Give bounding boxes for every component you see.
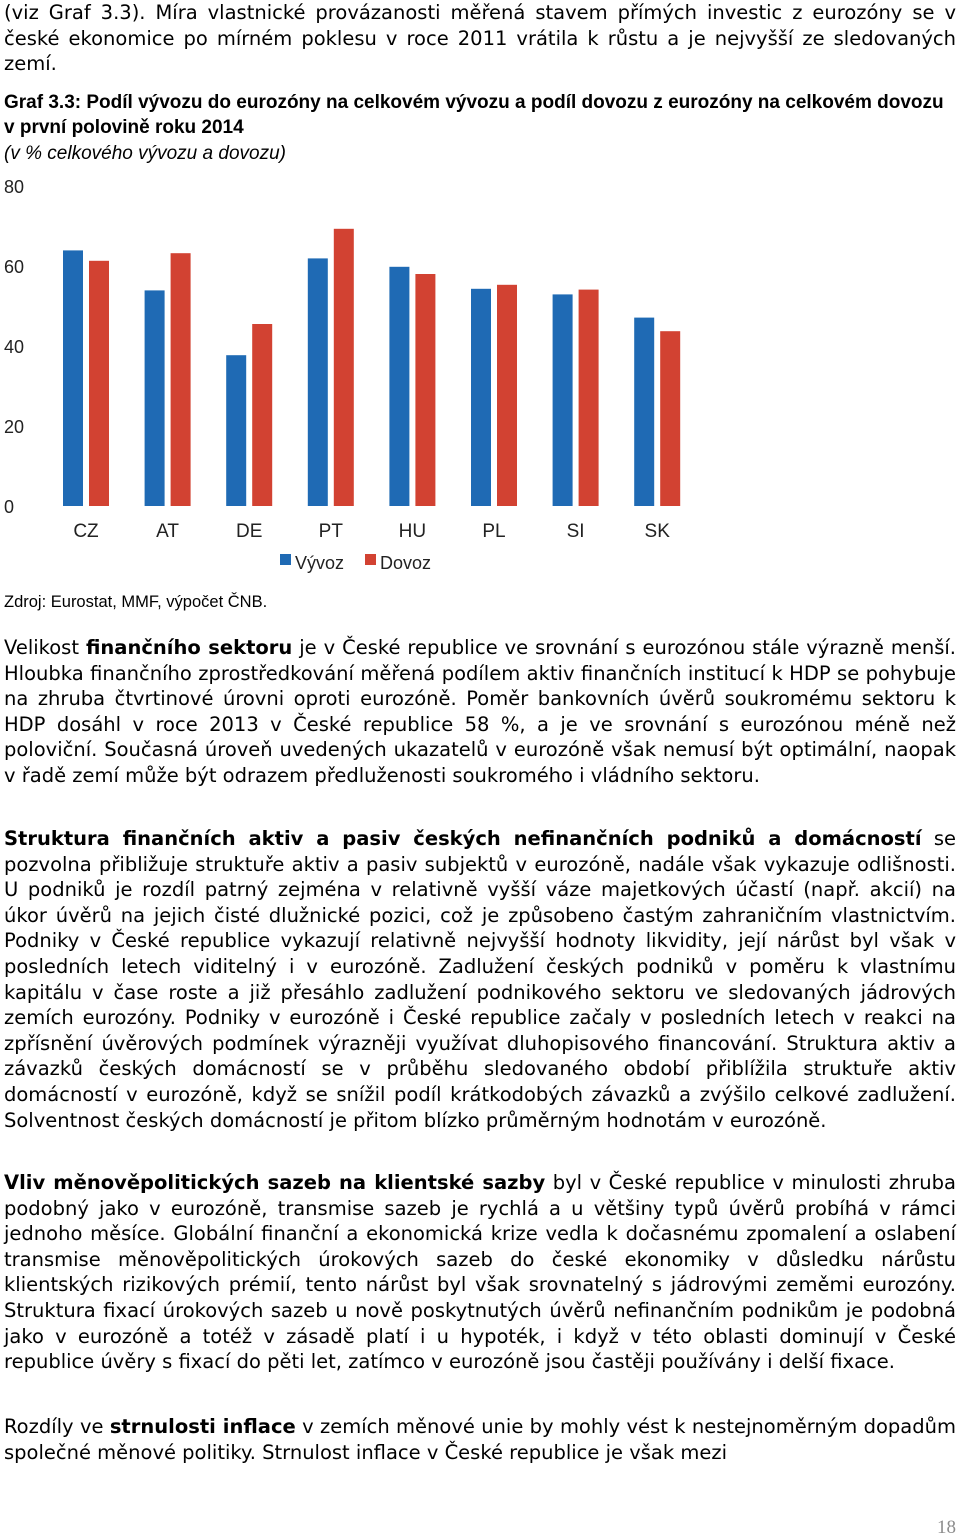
bar-chart (0, 168, 720, 588)
bar-series (63, 229, 680, 506)
figure-source: Zdroj: Eurostat, MMF, výpočet ČNB. (4, 593, 268, 611)
paragraph-financial-sector: Velikost finančního sektoru je v České republice ve srovnání s eurozónou stále výrazně menší. Hloubka finančního zprostředkování měřená podílem aktiv finančních institucí k HDP se pohybuje na zhruba čtvrtinové úrovni oproti eurozóně. Poměr bankovních úvěrů soukromému sektoru k HDP dosáhl v roce 2013 v České republice 58 %, a je ve srovnání s eurozónou méně než poloviční. Současná úroveň uvedených ukazatelů v eurozóně však nemusí být optimální, naopak v řadě zemí může být odrazem předluženosti soukromého i vládního sektoru. (4, 636, 956, 787)
legend-label: Dovoz (380, 553, 432, 573)
bar-vývoz-at (145, 290, 165, 506)
bar-vývoz-pl (471, 289, 491, 506)
x-tick-label: HU (398, 521, 427, 542)
term-inflation-persistence: strnulosti inflace (109, 1415, 296, 1438)
x-tick-label: SK (644, 521, 670, 542)
bar-vývoz-hu (389, 267, 409, 506)
paragraph-asset-structure: Struktura finančních aktiv a pasiv českých nefinančních podniků a domácností se pozvolna přibližuje struktuře aktiv a pasiv subjektů v eurozóně, nadále však vykazuje odlišnosti. U podniků je rozdíl patrný zejména v relativně vyšší váze majetkových účastí (např. akcií) na úkor úvěrů na jejich čisté dlužnické pozici, což je způsobeno častým zahraničním vlastnictvím. Podniky v České republice vykazují relativně nejvyšší hodnoty likvidity, její nárůst byl však v posledních letech viditelný i v eurozóně. Zadlužení českých podniků v poměru k vlastnímu kapitálu v čase roste a již přesáhlo zadlužení podnikového sektoru ve sledovaných jádrových zemích eurozóny. Podniky v eurozóně i České republice začaly v posledních letech v reakci na zpřísnění úvěrových podmínek výrazněji využívat dluhopisového financování. Struktura aktiv a závazků českých domácností se v průběhu sledovaného období přiblížila struktuře aktiv domácností v eurozóně, když se snížil podíl krátkodobých závazků a zvýšilo celkové zadlužení. Solventnost českých domácností je přitom blízko průměrným hodnotám v eurozóně. (4, 827, 956, 1132)
bar-dovoz-pl (497, 285, 517, 506)
x-tick-label: SI (566, 521, 585, 542)
x-tick-label: PT (318, 521, 343, 542)
bar-dovoz-sk (660, 331, 680, 506)
bar-dovoz-pt (334, 229, 354, 506)
page-number: 18 (937, 1517, 956, 1538)
bar-dovoz-si (579, 290, 599, 506)
x-tick-label: CZ (73, 521, 99, 542)
legend-label: Vývoz (295, 553, 345, 573)
bar-dovoz-de (252, 324, 272, 506)
y-tick-label: 0 (4, 497, 15, 517)
legend-swatch (280, 554, 291, 565)
x-axis (73, 521, 670, 542)
term-rate-transmission: Vliv měnověpolitických sazeb na klientské sazby (4, 1171, 546, 1194)
bar-dovoz-at (171, 253, 191, 506)
bar-dovoz-cz (89, 261, 109, 506)
bar-vývoz-cz (63, 250, 83, 506)
figure-caption: Graf 3.3: Podíl vývozu do eurozóny na celkovém vývozu a podíl dovozu z eurozóny na celkovém dovozu v první polovině roku 2014 (4, 92, 944, 138)
y-tick-label: 20 (4, 417, 25, 437)
intro-paragraph: (viz Graf 3.3). Míra vlastnické provázanosti měřená stavem přímých investic z eurozóny se v české ekonomice po mírném poklesu v roce 2011 vrátila k růstu a je nejvyšší ze sledovaných zemí. (4, 1, 956, 76)
bar-dovoz-hu (415, 274, 435, 506)
legend-swatch (365, 554, 376, 565)
x-tick-label: DE (235, 521, 263, 542)
x-tick-label: AT (156, 521, 180, 542)
y-tick-label: 60 (4, 257, 25, 277)
y-axis (4, 177, 24, 517)
paragraph-inflation-persistence: Rozdíly ve strnulosti inflace v zemích měnové unie by mohly vést k nestejnoměrným dopadům společné měnové politiky. Strnulost inflace v České republice je však mezi (4, 1415, 956, 1464)
paragraph-rate-transmission: Vliv měnověpolitických sazeb na klientské sazby byl v České republice v minulosti zhruba podobný jako v eurozóně, transmise sazeb je rychlá a u většiny typů úvěrů probíhá v rámci jednoho měsíce. Globální finanční a ekonomická krize vedla k dočasnému zpomalení a oslabení transmise měnověpolitických úrokových sazeb do české ekonomiky v důsledku nárůstu klientských rizikových prémií, tento nárůst byl však srovnatelný s jádrovými zeměmi eurozóny. Struktura fixací úrokových sazeb u nově poskytnutých úvěrů nefinančním podnikům je podobná jako v eurozóně a totéž v zásadě platí i u hypoték, i když v této oblasti dominují v České republice úvěry s fixací do pěti let, zatímco v eurozóně jsou častěji používány i delší fixace. (4, 1171, 956, 1374)
bar-vývoz-de (226, 355, 246, 506)
term-asset-structure: Struktura finančních aktiv a pasiv českých nefinančních podniků a domácností (4, 827, 922, 850)
x-tick-label: PL (482, 521, 506, 542)
figure-unit-note: (v % celkového vývozu a dovozu) (4, 143, 286, 164)
y-tick-label: 40 (4, 337, 25, 357)
term-financial-sector: finančního sektoru (85, 636, 293, 659)
bar-vývoz-pt (308, 258, 328, 506)
bar-vývoz-si (553, 294, 573, 506)
chart-legend (280, 553, 431, 573)
y-tick-label: 80 (4, 177, 25, 197)
bar-vývoz-sk (634, 318, 654, 506)
